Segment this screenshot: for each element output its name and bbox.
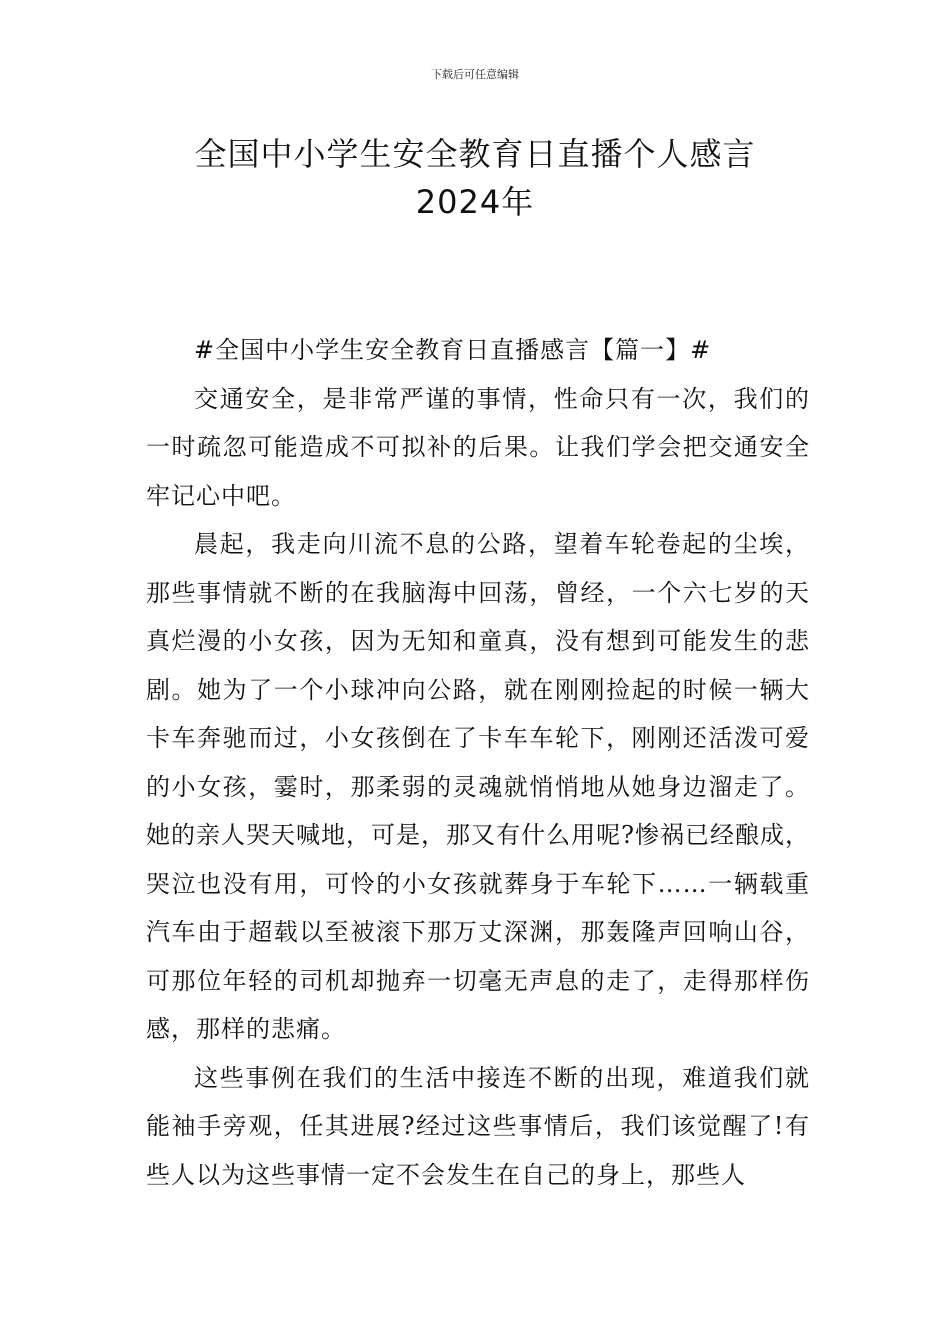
header-note: 下载后可任意编辑 [431, 68, 519, 81]
paragraph-3: 这些事例在我们的生活中接连不断的出现，难道我们就能袖手旁观，任其进展?经过这些事情后，我们该觉醒了!有些人以为这些事情一定不会发生在自己的身上，那些人 [146, 1063, 810, 1189]
section-heading: #全国中小学生安全教育日直播感言【篇一】# [194, 336, 712, 364]
title-line-1: 全国中小学生安全教育日直播个人感言 [194, 135, 756, 173]
document-title [0, 130, 950, 226]
title-line-2: 2024年 [415, 183, 535, 221]
document-body [146, 326, 810, 1199]
paragraph-2: 晨起，我走向川流不息的公路，望着车轮卷起的尘埃，那些事情就不断的在我脑海中回荡，曾经，一个六七岁的天真烂漫的小女孩，因为无知和童真，没有想到可能发生的悲剧。她为了一个小球冲向公路，就在刚刚捡起的时候一辆大卡车奔驰而过，小女孩倒在了卡车车轮下，刚刚还活泼可爱的小女孩，霎时，那柔弱的灵魂就悄悄地从她身边溜走了。她的亲人哭天喊地，可是，那又有什么用呢?惨祸已经酿成，哭泣也没有用，可怜的小女孩就葬身于车轮下……一辆载重汽车由于超载以至被滚下那万丈深渊，那轰隆声回响山谷，可那位年轻的司机却抛弃一切毫无声息的走了，走得那样伤感，那样的悲痛。 [146, 530, 810, 1043]
paragraph-1: 交通安全，是非常严谨的事情，性命只有一次，我们的一时疏忽可能造成不可拟补的后果。让我们学会把交通安全牢记心中吧。 [146, 384, 810, 510]
